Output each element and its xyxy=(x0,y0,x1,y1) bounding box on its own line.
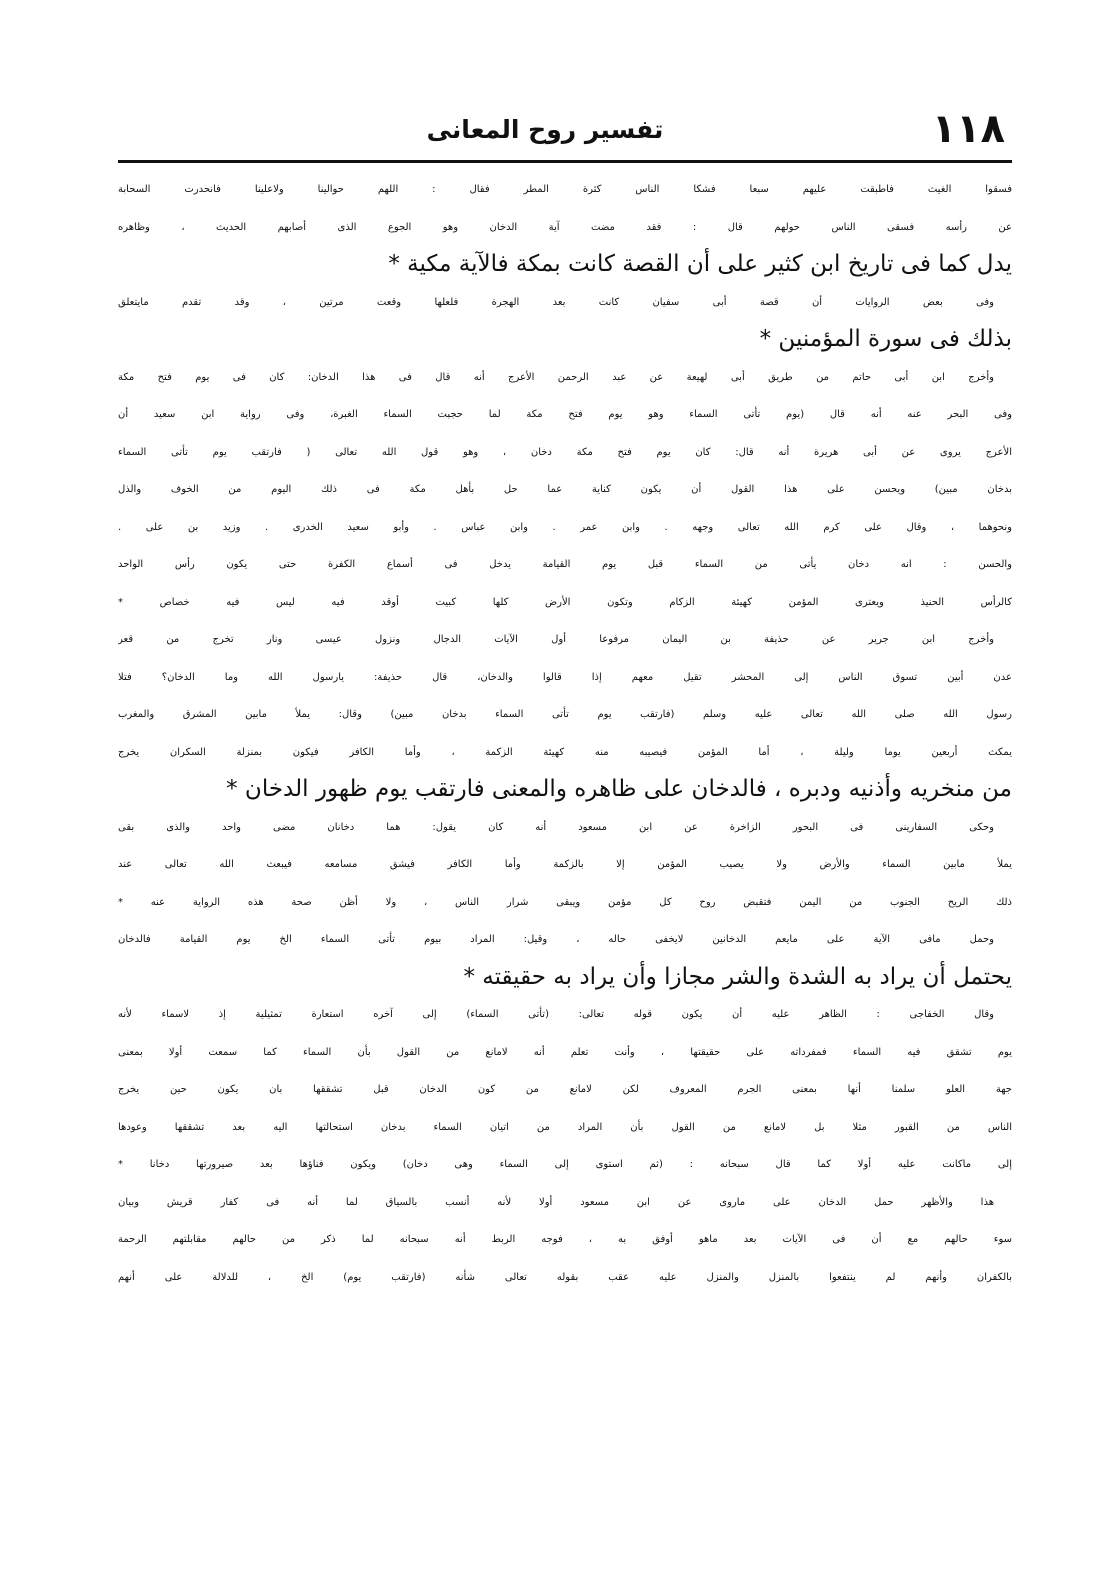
text-line xyxy=(118,734,1012,772)
text-line-content: رسول الله صلى الله تعالى عليه وسلم (فارتقب يوم تأتى السماء بدخان مبين) وقال: يملأ مابين المشرق والمغرب xyxy=(118,709,1012,720)
text-line-content: عدن أبين تسوق الناس إلى المحشر تقيل معهم إذا قالوا والدخان، قال حذيفة: يارسول الله وما الدخان؟ فتلا xyxy=(118,671,1012,683)
header-rule xyxy=(118,160,1012,163)
text-line xyxy=(118,284,1012,322)
text-line-content: وحكى السفارينى فى البحور الزاخرة عن ابن مسعود أنه كان يقول: هما دخانان مضى واحد والذى بقى xyxy=(118,821,994,833)
text-line-content: هذا والأظهر حمل الدخان على ماروى عن ابن مسعود أولا لأنه أنسب بالسياق لما أنه فى كفار قريش وبيان xyxy=(118,1196,994,1208)
text-line xyxy=(118,1109,1012,1147)
text-line xyxy=(118,471,1012,509)
text-line xyxy=(118,696,1012,734)
text-line-content: يحتمل أن يراد به الشدة والشر مجازا وأن يراد به حقيقته * xyxy=(463,963,1012,990)
text-line-content: عن رأسه فسقى الناس حولهم قال : فقد مضت آية الدخان وهو الجوع الذى أصابهم الحديث ، وظاهره xyxy=(118,221,1012,233)
text-line xyxy=(118,996,1012,1034)
text-line xyxy=(118,959,1012,997)
text-line-content: فسقوا الغيث فاطبقت عليهم سبعا فشكا الناس كثرة المطر فقال : اللهم حوالينا ولاعلينا فانحدرت السحابة xyxy=(118,184,1012,195)
text-line-content: بذلك فى سورة المؤمنين * xyxy=(759,326,1012,352)
text-line xyxy=(118,621,1012,659)
text-line-content: ونحوهما ، وقال على كرم الله تعالى وجهه . وابن عمر . وابن عباس . وأبو سعيد الخدرى . وزيد بن على . xyxy=(118,521,1012,533)
text-line xyxy=(118,1184,1012,1222)
text-line-content: وأخرج ابن جرير عن حذيفة بن اليمان مرفوعا أول الآيات الدجال ونزول عيسى ونار تخرج من قعر xyxy=(118,634,994,645)
text-line xyxy=(118,921,1012,959)
text-line xyxy=(118,171,1012,209)
text-line-content: بدخان مبين) ويحسن على هذا القول أن يكون كناية عما حل بأهل مكة فى ذلك اليوم من الخوف والذل xyxy=(118,484,1012,495)
text-line-content: ذلك الريح الجنوب من اليمن فتقبض روح كل مؤمن ويبقى شرار الناس ، ولا أظن صحة هذه الرواية عنه * xyxy=(118,896,1012,908)
text-line xyxy=(118,884,1012,922)
text-line-content: كالرأس الحنيذ ويعترى المؤمن كهيئة الزكام وتكون الأرض كلها كبيت أوقد فيه ليس فيه خصاص * xyxy=(118,596,1012,608)
text-line xyxy=(118,546,1012,584)
text-line-content: وأخرج ابن أبى حاتم من طريق أبى لهيعة عن عبد الرحمن الأعرج أنه قال فى هذا الدخان: كان فى يوم فتح مكة xyxy=(118,371,994,383)
text-line-content: وفى بعض الروايات أن قصة أبى سفيان كانت بعد الهجرة فلعلها وقعت مرتين ، وقد تقدم مايتعلق xyxy=(118,296,994,308)
text-line xyxy=(118,1259,1012,1297)
text-line xyxy=(118,846,1012,884)
text-line xyxy=(118,659,1012,697)
text-line xyxy=(118,1034,1012,1072)
text-line-content: وفى البحر عنه أنه قال (يوم تأتى السماء وهو يوم فتح مكة لما حجبت السماء الغبرة، وفى رواية ابن سعيد أن xyxy=(118,409,1012,420)
text-line-content: وقال الخفاجى : الظاهر عليه أن يكون قوله تعالى: (تأتى السماء) إلى آخره استعارة تمثيلية إذ لاسماء لأنه xyxy=(118,1009,994,1020)
text-line-content: الأعرج يروى عن أبى هريرة أنه قال: كان يوم فتح مكة دخان ، وهو قول الله تعالى ( فارتقب يوم تأتى السماء xyxy=(118,446,1012,458)
text-line xyxy=(118,584,1012,622)
text-line xyxy=(118,771,1012,809)
text-line-content: إلى ماكانت عليه أولا كما قال سبحانه : (ثم استوى إلى السماء وهى دخان) ويكون فناؤها بعد صيرورتها دخانا * xyxy=(118,1159,1012,1170)
text-line xyxy=(118,246,1012,284)
text-line-content: من منخريه وأذنيه ودبره ، فالدخان على ظاهره والمعنى فارتقب يوم ظهور الدخان * xyxy=(226,776,1012,802)
text-line-content: يمكث أربعين يوما وليلة ، أما المؤمن فيصيبه منه كهيئة الزكمة ، وأما الكافر فيكون بمنزلة السكران يخرج xyxy=(118,746,1012,758)
text-line-content: يملأ مابين السماء والأرض ولا يصيب المؤمن إلا بالزكمة وأما الكافر فيشق مسامعه فيبعث الله تعالى عند xyxy=(118,859,1012,870)
text-line xyxy=(118,321,1012,359)
text-line xyxy=(118,1071,1012,1109)
text-line xyxy=(118,809,1012,847)
text-line-content: الناس من القبور مثلا بل لامانع من القول بأن المراد من اتيان السماء بدخان استحالتها اليه بعد تشققها وعودها xyxy=(118,1121,1012,1133)
text-line xyxy=(118,359,1012,397)
text-line xyxy=(118,509,1012,547)
text-line xyxy=(118,434,1012,472)
text-line-content: والحسن : انه دخان يأتى من السماء قبل يوم القيامة يدخل فى أسماع الكفرة حتى يكون رأس الواحد xyxy=(118,559,1012,570)
running-title: تفسير روح المعانى xyxy=(426,115,664,144)
text-body xyxy=(118,171,1012,1296)
text-line xyxy=(118,1221,1012,1259)
text-line xyxy=(118,396,1012,434)
text-line-content: وحمل مافى الآية على مايعم الدخانين لايخفى حاله ، وقيل: المراد بيوم تأتى السماء الخ يوم القيامة فالدخان xyxy=(118,934,994,945)
text-line xyxy=(118,1146,1012,1184)
text-line-content: بالكفران وأنهم لم ينتفعوا بالمنزل والمنزل عليه عقب بقوله تعالى شأنه (فارتقب يوم) الخ ، للدلالة على أنهم xyxy=(118,1271,1012,1283)
text-line-content: سوء حالهم مع أن فى الآيات بعد ماهو أوفق به ، فوجه الربط أنه سبحانه لما ذكر من حالهم مقابلتهم الرحمة xyxy=(118,1234,1012,1245)
text-line xyxy=(118,209,1012,247)
text-line-content: جهة العلو سلمنا أنها بمعنى الجرم المعروف لكن لامانع من كون الدخان قبل تشققها بان يكون حين يخرج xyxy=(118,1084,1012,1095)
page-number: ١١٨ xyxy=(931,106,1005,152)
text-line-content: يوم تشقق فيه السماء فمفرداته على حقيقتها ، وأنت تعلم أنه لامانع من القول بأن السماء كما سمعت أولا بمعنى xyxy=(118,1046,1012,1058)
text-line-content: يدل كما فى تاريخ ابن كثير على أن القصة كانت بمكة فالآية مكية * xyxy=(388,251,1012,277)
